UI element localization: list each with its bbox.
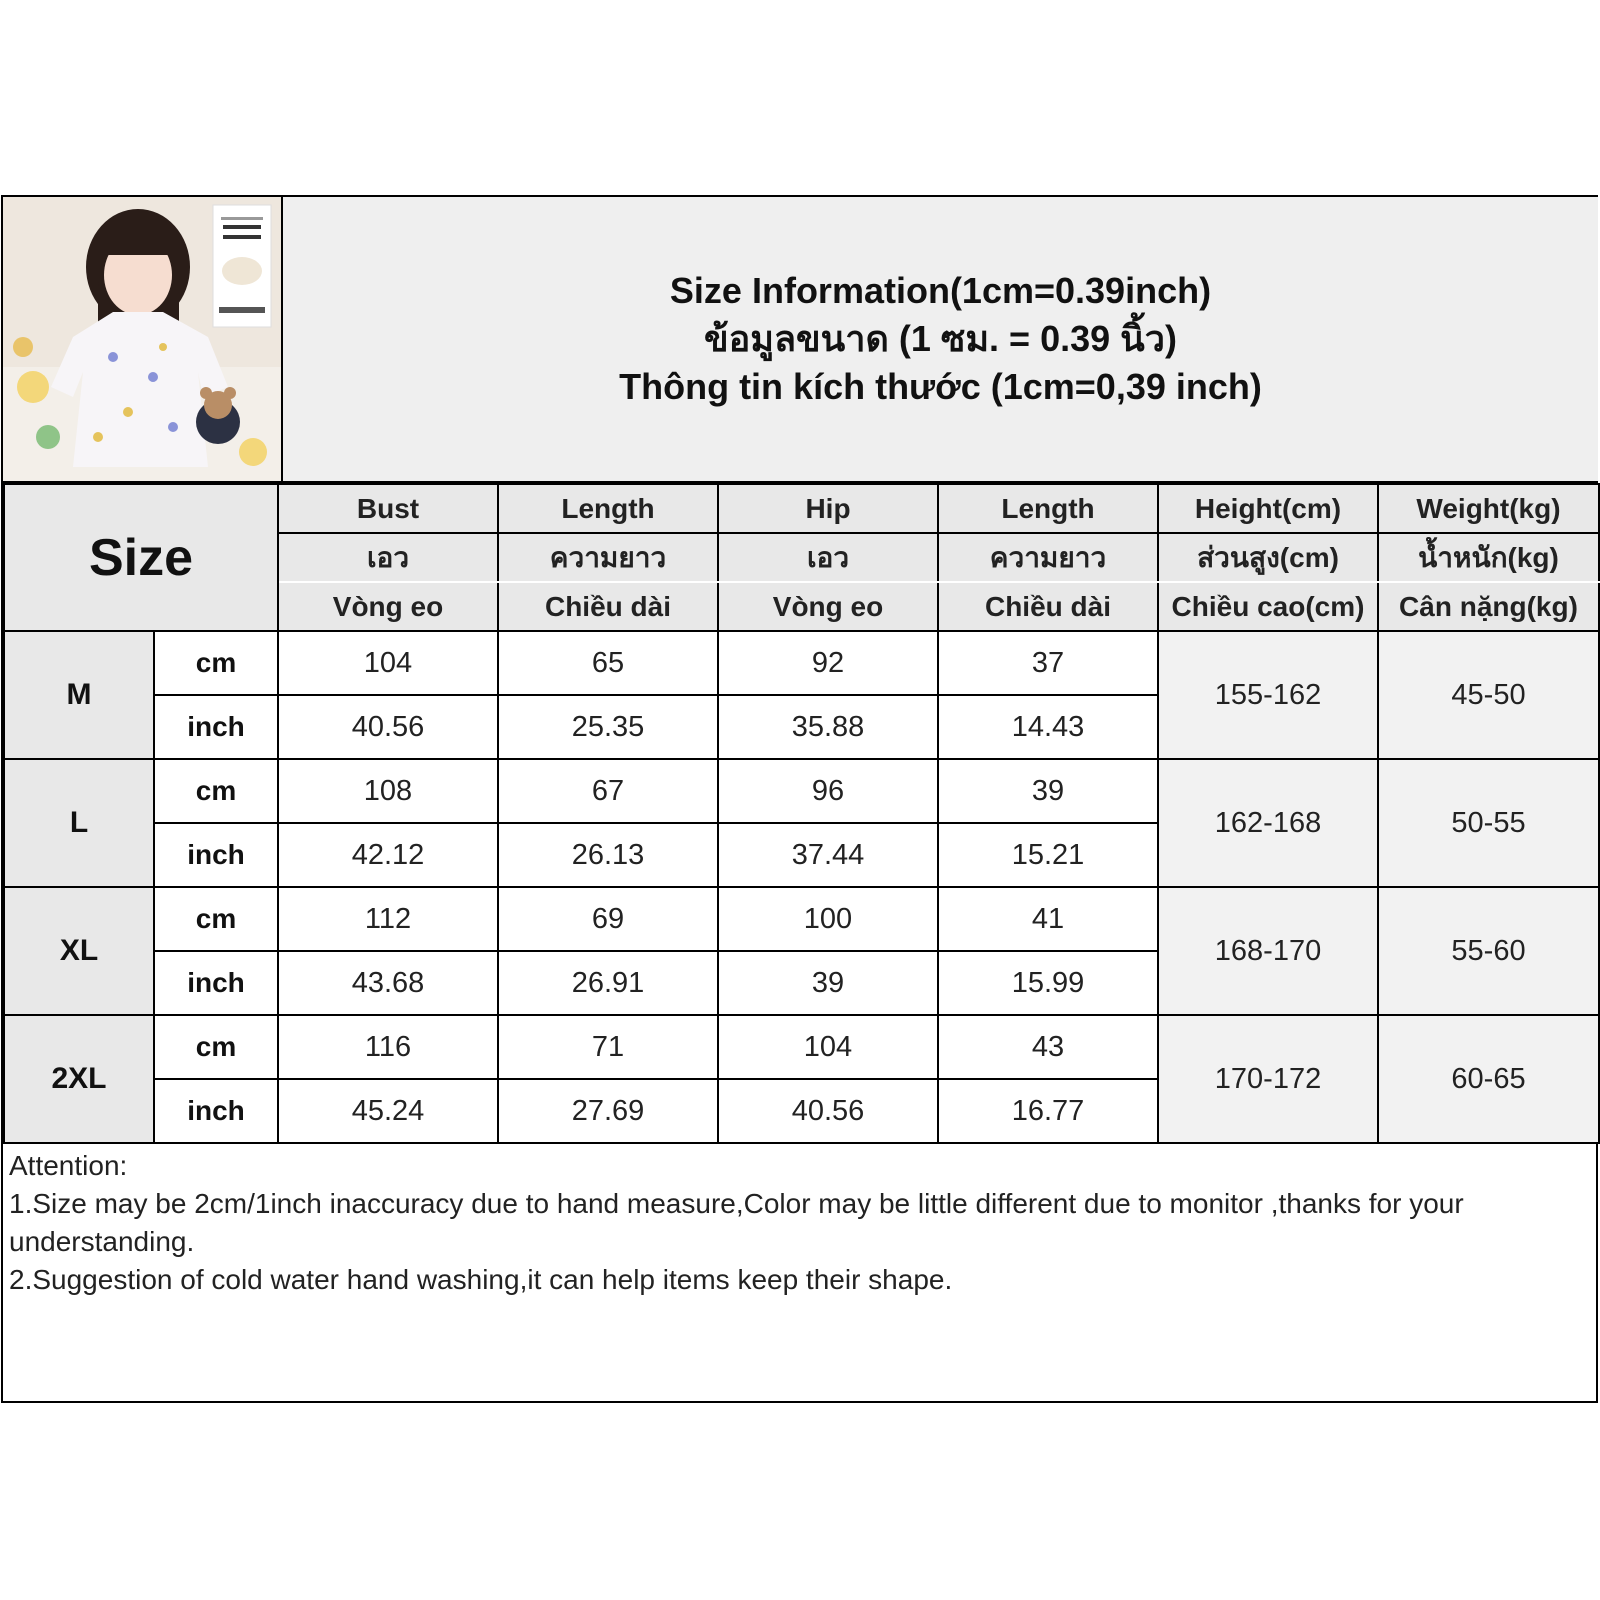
- table-cell: 25.35: [498, 695, 718, 759]
- col-header-en: Height(cm): [1158, 484, 1378, 533]
- col-header-th: ความยาว: [498, 533, 718, 582]
- height-range: 162-168: [1158, 759, 1378, 887]
- title-english: Size Information(1cm=0.39inch): [669, 270, 1212, 311]
- col-header-th: เอว: [718, 533, 938, 582]
- col-header-th: น้ำหนัก(kg): [1378, 533, 1599, 582]
- col-header-en: Weight(kg): [1378, 484, 1599, 533]
- table-cell: 39: [938, 759, 1158, 823]
- table-cell: 45.24: [278, 1079, 498, 1143]
- col-header-vi: Vòng eo: [278, 582, 498, 631]
- col-header-vi: Chiều dài: [938, 582, 1158, 631]
- col-header-vi: Chiều dài: [498, 582, 718, 631]
- table-cell: 92: [718, 631, 938, 695]
- table-cell: 40.56: [718, 1079, 938, 1143]
- col-header-vi: Chiều cao(cm): [1158, 582, 1378, 631]
- table-cell: 15.21: [938, 823, 1158, 887]
- table-cell: 26.13: [498, 823, 718, 887]
- table-row: [4, 887, 1599, 951]
- title-vietnamese: Thông tin kích thước (1cm=0,39 inch): [619, 366, 1262, 407]
- col-header-vi: Vòng eo: [718, 582, 938, 631]
- table-cell: 41: [938, 887, 1158, 951]
- size-name: 2XL: [4, 1015, 154, 1143]
- table-cell: 108: [278, 759, 498, 823]
- unit-label: inch: [154, 695, 278, 759]
- size-name: XL: [4, 887, 154, 1015]
- table-cell: 35.88: [718, 695, 938, 759]
- table-row: [4, 759, 1599, 823]
- size-name: L: [4, 759, 154, 887]
- col-header-en: Hip: [718, 484, 938, 533]
- table-cell: 37: [938, 631, 1158, 695]
- product-photo: [3, 197, 283, 483]
- table-cell: 65: [498, 631, 718, 695]
- table-row: [4, 631, 1599, 695]
- table-cell: 39: [718, 951, 938, 1015]
- col-header-th: ความยาว: [938, 533, 1158, 582]
- unit-label: cm: [154, 887, 278, 951]
- title-thai: ข้อมูลขนาด (1 ซม. = 0.39 นิ้ว): [704, 318, 1177, 359]
- height-range: 170-172: [1158, 1015, 1378, 1143]
- height-range: 168-170: [1158, 887, 1378, 1015]
- table-cell: 26.91: [498, 951, 718, 1015]
- table-cell: 15.99: [938, 951, 1158, 1015]
- size-table: [3, 483, 1600, 1144]
- table-cell: 100: [718, 887, 938, 951]
- table-cell: 96: [718, 759, 938, 823]
- weight-range: 55-60: [1378, 887, 1599, 1015]
- table-cell: 14.43: [938, 695, 1158, 759]
- unit-label: cm: [154, 1015, 278, 1079]
- table-cell: 116: [278, 1015, 498, 1079]
- table-cell: 40.56: [278, 695, 498, 759]
- weight-range: 50-55: [1378, 759, 1599, 887]
- table-cell: 104: [278, 631, 498, 695]
- table-cell: 104: [718, 1015, 938, 1079]
- table-cell: 69: [498, 887, 718, 951]
- unit-label: inch: [154, 1079, 278, 1143]
- table-cell: 42.12: [278, 823, 498, 887]
- unit-label: inch: [154, 951, 278, 1015]
- attention-notes: [9, 1147, 1594, 1299]
- table-cell: 43: [938, 1015, 1158, 1079]
- notes-item: 2.Suggestion of cold water hand washing,it can help items keep their shape.: [9, 1264, 953, 1295]
- product-photo-illustration: [3, 197, 281, 481]
- table-cell: 43.68: [278, 951, 498, 1015]
- unit-label: cm: [154, 631, 278, 695]
- height-range: 155-162: [1158, 631, 1378, 759]
- size-header: Size: [4, 484, 278, 631]
- table-cell: 37.44: [718, 823, 938, 887]
- table-cell: 67: [498, 759, 718, 823]
- table-row: [4, 1015, 1599, 1079]
- notes-heading: Attention:: [9, 1150, 128, 1181]
- table-cell: 16.77: [938, 1079, 1158, 1143]
- col-header-en: Length: [938, 484, 1158, 533]
- col-header-en: Length: [498, 484, 718, 533]
- size-name: M: [4, 631, 154, 759]
- table-cell: 71: [498, 1015, 718, 1079]
- weight-range: 45-50: [1378, 631, 1599, 759]
- col-header-vi: Cân nặng(kg): [1378, 582, 1599, 631]
- notes-item: 1.Size may be 2cm/1inch inaccuracy due to hand measure,Color may be little different due to monitor ,thanks for your understanding.: [9, 1188, 1464, 1257]
- unit-label: inch: [154, 823, 278, 887]
- unit-label: cm: [154, 759, 278, 823]
- size-chart-sheet: [1, 195, 1598, 1403]
- col-header-en: Bust: [278, 484, 498, 533]
- table-cell: 27.69: [498, 1079, 718, 1143]
- table-cell: 112: [278, 887, 498, 951]
- size-info-title-box: [283, 197, 1598, 483]
- col-header-th: ส่วนสูง(cm): [1158, 533, 1378, 582]
- col-header-th: เอว: [278, 533, 498, 582]
- weight-range: 60-65: [1378, 1015, 1599, 1143]
